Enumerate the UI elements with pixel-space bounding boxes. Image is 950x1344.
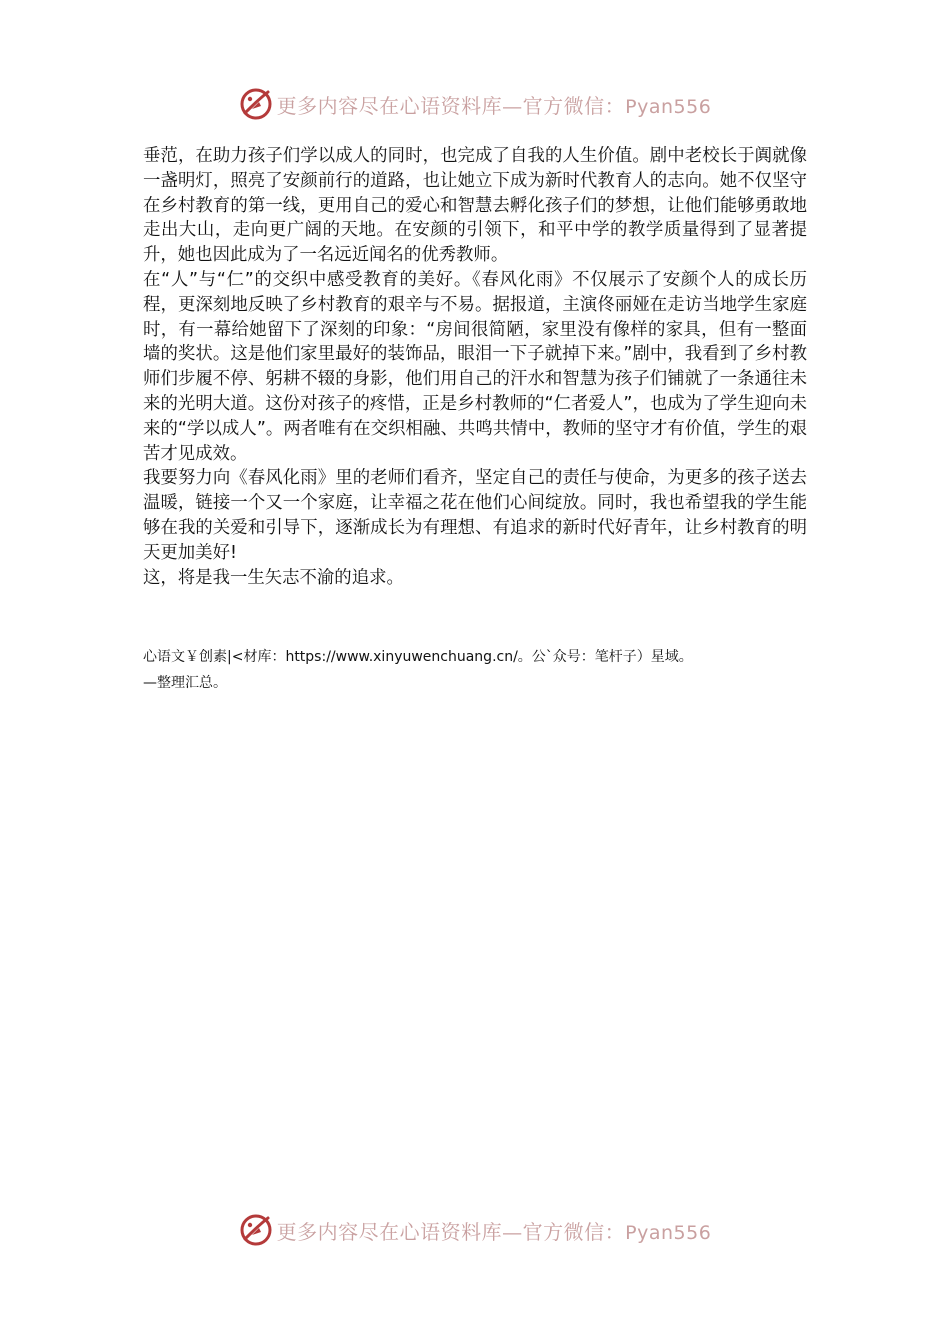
footer-banner	[0, 1210, 950, 1250]
pen-circle-logo-icon	[239, 87, 273, 121]
header-wechat-handle: Pyan556	[625, 95, 712, 118]
pen-circle-logo-icon	[239, 1213, 273, 1247]
paragraph-3: 我要努力向《春风化雨》里的老师们看齐，坚定自己的责任与使命，为更多的孩子送去温暖，链接一个又一个家庭，让幸福之花在他们心间绽放。同时，我也希望我的学生能够在我的关爱和引导下，逐渐成长为有理想、有追求的新时代好青年，让乡村教育的明天更加美好!	[143, 468, 807, 563]
footer-brand-text	[277, 1216, 712, 1245]
footnote-line-2: —整理汇总。	[143, 675, 227, 691]
footer-slogan: 更多内容尽在心语资料库—官方微信：	[276, 1219, 626, 1244]
header-slogan: 更多内容尽在心语资料库—官方微信：	[276, 93, 626, 118]
paragraph-4: 这，将是我一生矢志不渝的追求。	[143, 567, 404, 588]
footer-wechat-handle: Pyan556	[625, 1221, 712, 1244]
source-footnote	[143, 644, 823, 696]
paragraph-1: 垂范，在助力孩子们学以成人的同时，也完成了自我的人生价值。剧中老校长于阗就像一盏明灯，照亮了安颜前行的道路，也让她立下成为新时代教育人的志向。她不仅坚守在乡村教育的第一线，更用自己的爱心和智慧去孵化孩子们的梦想，让他们能够勇敢地走出大山，走向更广阔的天地。在安颜的引领下，和平中学的教学质量得到了显著提升，她也因此成为了一名远近闻名的优秀教师。	[143, 146, 807, 266]
article-body	[143, 144, 807, 590]
paragraph-2: 在“人”与“仁”的交织中感受教育的美好。《春风化雨》不仅展示了安颜个人的成长历程，更深刻地反映了乡村教育的艰辛与不易。据报道，主演佟丽娅在走访当地学生家庭时，有一幕给她留下了深刻的印象：“房间很简陋，家里没有像样的家具，但有一整面墙的奖状。这是他们家里最好的装饰品，眼泪一下子就掉下来。”剧中，我看到了乡村教师们步履不停、躬耕不辍的身影，他们用自己的汗水和智慧为孩子们铺就了一条通往未来的光明大道。这份对孩子的疼惜，正是乡村教师的“仁者爱人”，也成为了学生迎向未来的“学以成人”。两者唯有在交织相融、共鸣共情中，教师的坚守才有价值，学生的艰苦才见成效。	[143, 269, 807, 464]
footnote-line-1: 心语文￥创素|<材库：https://www.xinyuwenchuang.cn/。公`众号：笔杆子）星域。	[143, 649, 693, 665]
header-banner	[0, 84, 950, 124]
header-brand-text	[277, 90, 712, 119]
